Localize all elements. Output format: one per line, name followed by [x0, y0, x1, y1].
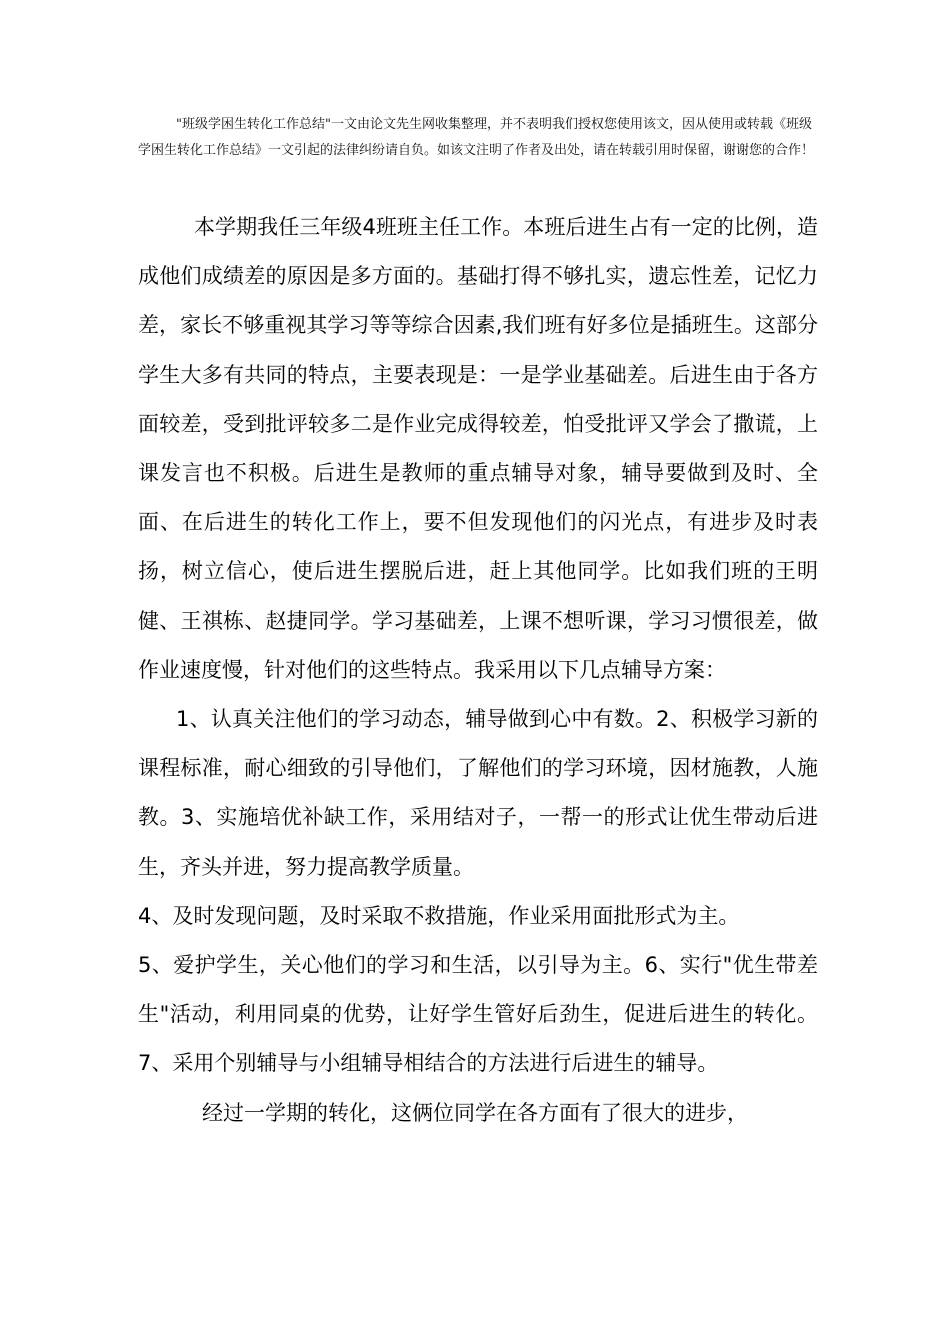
copyright-notice: "班级学困生转化工作总结"一文由论文先生网收集整理，并不表明我们授权您使用该文，因从使用或转载《班级学困生转化工作总结》一文引起的法律纠纷请自负。如该文注明了作者及出处，请在转载引用时保留，谢谢您的合作！: [138, 117, 815, 158]
paragraph-intro: 本学期我任三年级4班班主任工作。本班后进生占有一定的比例，造成他们成绩差的原因是多方面的。基础打得不够扎实，遗忘性差，记忆力差，家长不够重视其学习等等综合因素,我们班有好多位是插班生。这部分学生大多有共同的特点，主要表现是：一是学业基础差。后进生由于各方面较差，受到批评较多二是作业完成得较差，怕受批评又学会了撒谎，上课发言也不积极。后进生是教师的重点辅导对象，辅导要做到及时、全面、在后进生的转化工作上，要不但发现他们的闪光点，有进步及时表扬，树立信心，使后进生摆脱后进，赶上其他同学。比如我们班的王明健、王祺栋、赵捷同学。学习基础差，上课不想听课，学习习惯很差，做作业速度慢，针对他们的这些特点。我采用以下几点辅导方案：: [138, 215, 818, 682]
paragraph-result: 经过一学期的转化，这俩位同学在各方面有了很大的进步，: [202, 1100, 748, 1125]
paragraph-methods-1-3: 1、认真关注他们的学习动态，辅导做到心中有数。2、积极学习新的课程标准，耐心细致的引导他们，了解他们的学习环境，因材施教，人施教。3、实施培优补缺工作，采用结对子，一帮一的形式让优生带动后进生，齐头并进，努力提高教学质量。: [138, 707, 818, 879]
document-body: [138, 203, 818, 1138]
paragraph-method-4: 4、及时发现问题，及时采取不救措施，作业采用面批形式为主。: [138, 903, 740, 928]
paragraph-methods-5-7: 5、爱护学生，关心他们的学习和生活，以引导为主。6、实行"优生带差生"活动，利用同桌的优势，让好学生管好后劲生，促进后进生的转化。7、采用个别辅导与小组辅导相结合的方法进行后进生的辅导。: [138, 953, 818, 1076]
